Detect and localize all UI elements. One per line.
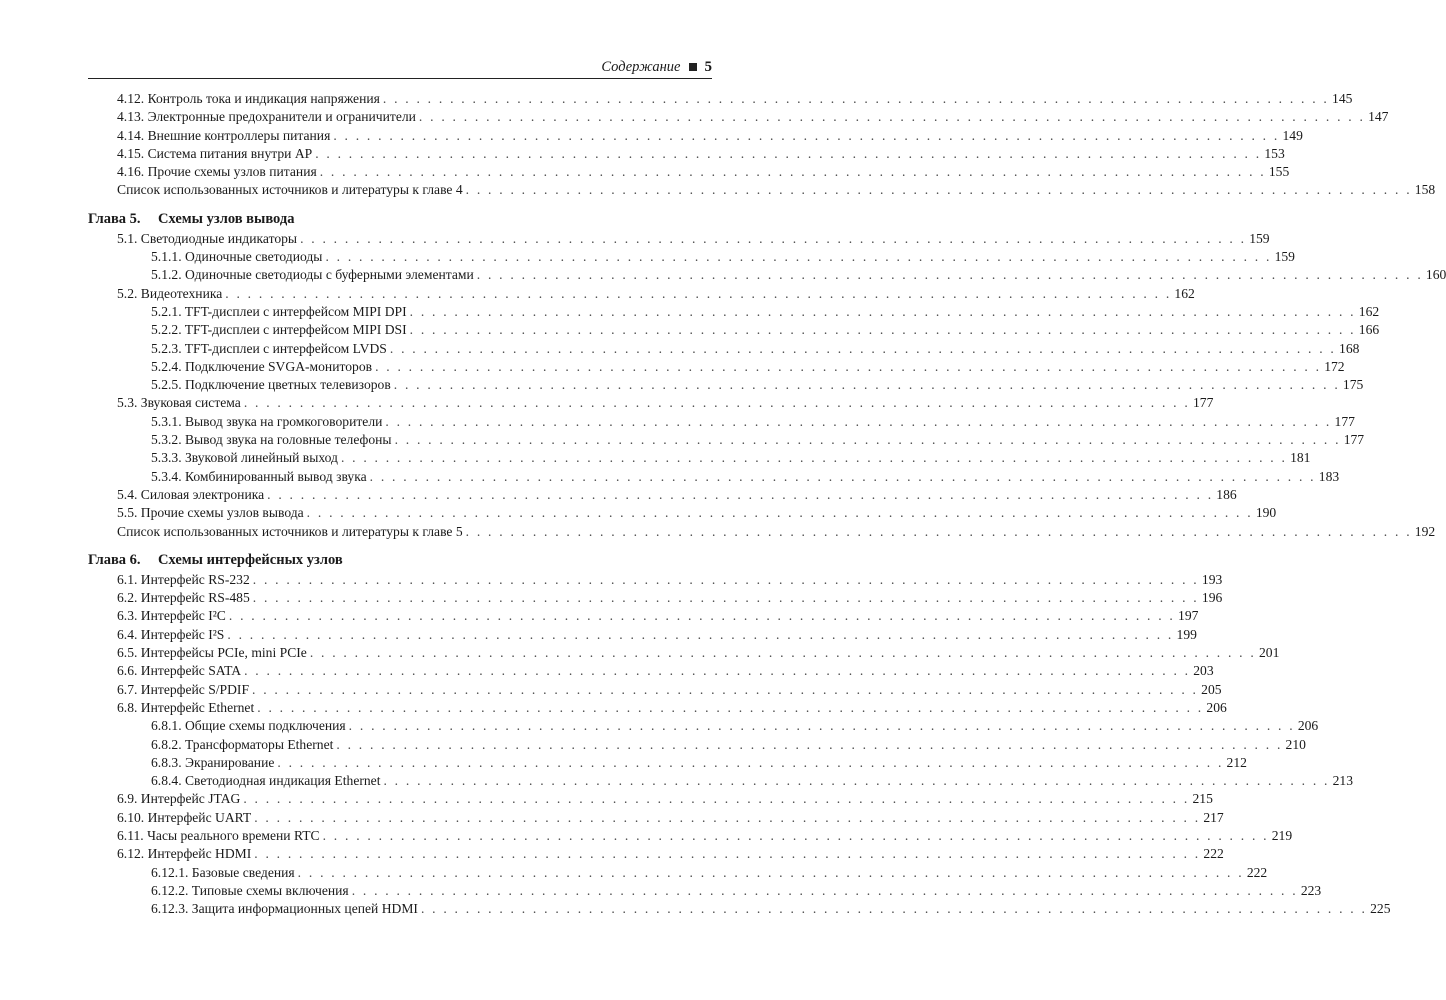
toc-page-number: 203	[1193, 663, 1214, 679]
toc-entry[interactable]	[88, 809, 1224, 827]
toc-page-number: 145	[1332, 91, 1353, 106]
toc-entry-title: 6.8. Интерфейс Ethernet	[117, 699, 255, 715]
toc-entry-title: 4.12. Контроль тока и индикация напряжения	[117, 91, 380, 106]
toc-entry[interactable]	[88, 431, 1365, 449]
toc-entry[interactable]	[88, 882, 1322, 900]
toc-entry-title: 5.3. Звуковая система	[117, 395, 241, 411]
toc-leader-dots: . . . . . . . . . . . . . . . . . . . . . . . . . . . . . . . . . . . . . . . . . . . . . . . . . . . . . . . . . . . . . . . . . . . . . . . . . . . . . . . . . . . . .	[319, 164, 1266, 180]
toc-entry[interactable]	[88, 285, 1195, 303]
toc-leader-dots: . . . . . . . . . . . . . . . . . . . . . . . . . . . . . . . . . . . . . . . . . . . . . . . . . . . . . . . . . . . . . . . . . . . . . . . . . . . . . . . . . . . . .	[267, 486, 1214, 502]
toc-entry[interactable]	[88, 449, 1311, 467]
toc-page-number: 162	[1174, 285, 1195, 301]
toc-entry[interactable]	[88, 571, 1223, 589]
toc-page-number: 197	[1178, 608, 1199, 624]
toc-entry[interactable]	[88, 662, 1214, 680]
toc-entry-title: 6.12.1. Базовые сведения	[151, 864, 295, 880]
toc-leader-dots: . . . . . . . . . . . . . . . . . . . . . . . . . . . . . . . . . . . . . . . . . . . . . . . . . . . . . . . . . . . . . . . . . . . . . . . . . . . . . . . . . . . . .	[254, 846, 1201, 862]
toc-leader-dots: . . . . . . . . . . . . . . . . . . . . . . . . . . . . . . . . . . . . . . . . . . . . . . . . . . . . . . . . . . . . . . . . . . . . . . . . . . . . . . . . . . . . .	[375, 358, 1322, 374]
toc-entry-title: 6.8.3. Экранирование	[151, 754, 275, 770]
toc-entry-title: 6.7. Интерфейс S/PDIF	[117, 681, 250, 697]
header-square-icon	[689, 63, 697, 71]
toc-page-number: 210	[1285, 736, 1306, 752]
toc-page-number: 177	[1343, 432, 1365, 448]
toc-page-number: 199	[1176, 626, 1197, 642]
toc-leader-dots: . . . . . . . . . . . . . . . . . . . . . . . . . . . . . . . . . . . . . . . . . . . . . . . . . . . . . . . . . . . . . . . . . . . . . . . . . . . . . . . . . . . . .	[383, 773, 1330, 789]
toc-entry-title: 6.4. Интерфейс I²S	[117, 626, 225, 642]
toc-entry[interactable]	[88, 340, 1360, 358]
toc-page-number: 160	[1425, 267, 1446, 283]
toc-entry[interactable]	[88, 358, 1345, 376]
toc-page-number: 149	[1282, 127, 1303, 143]
toc-entry-title: 6.8.4. Светодиодная индикация Ethernet	[151, 773, 381, 789]
toc-leader-dots: . . . . . . . . . . . . . . . . . . . . . . . . . . . . . . . . . . . . . . . . . . . . . . . . . . . . . . . . . . . . . . . . . . . . . . . . . . . . . . . . . . . . .	[382, 91, 1330, 106]
toc-entry[interactable]	[88, 754, 1247, 772]
toc-leader-dots: . . . . . . . . . . . . . . . . . . . . . . . . . . . . . . . . . . . . . . . . . . . . . . . . . . . . . . . . . . . . . . . . . . . . . . . . . . . . . . . . . . . . .	[306, 505, 1253, 521]
toc-page-number: 172	[1324, 358, 1345, 374]
toc-page-number: 212	[1226, 754, 1247, 770]
toc-leader-dots: . . . . . . . . . . . . . . . . . . . . . . . . . . . . . . . . . . . . . . . . . . . . . . . . . . . . . . . . . . . . . . . . . . . . . . . . . . . . . . . . . . . . .	[225, 285, 1172, 301]
toc-page-number: 177	[1334, 413, 1355, 429]
toc-entry[interactable]	[88, 321, 1380, 339]
toc-leader-dots: . . . . . . . . . . . . . . . . . . . . . . . . . . . . . . . . . . . . . . . . . . . . . . . . . . . . . . . . . . . . . . . . . . . . . . . . . . . . . . . . . . . . .	[336, 736, 1283, 752]
toc-leader-dots: . . . . . . . . . . . . . . . . . . . . . . . . . . . . . . . . . . . . . . . . . . . . . . . . . . . . . . . . . . . . . . . . . . . . . . . . . . . . . . . . . . . . .	[348, 718, 1295, 734]
toc-entry-title: 4.13. Электронные предохранители и ограничители	[117, 109, 416, 125]
toc-entry-title: 5.2.5. Подключение цветных телевизоров	[151, 377, 391, 393]
toc-entry[interactable]	[88, 772, 1354, 790]
toc-entry[interactable]	[88, 376, 1364, 394]
toc-entry[interactable]	[88, 486, 1237, 504]
toc-entry-title: 5.3.1. Вывод звука на громкоговорители	[151, 413, 383, 429]
toc-leader-dots: . . . . . . . . . . . . . . . . . . . . . . . . . . . . . . . . . . . . . . . . . . . . . . . . . . . . . . . . . . . . . . . . . . . . . . . . . . . . . . . . . . . . .	[315, 145, 1262, 161]
running-header	[88, 56, 712, 79]
toc-page-number: 153	[1264, 145, 1285, 161]
toc-page-number: 225	[1370, 901, 1391, 917]
toc-page-number: 223	[1300, 882, 1322, 898]
toc-leader-dots: . . . . . . . . . . . . . . . . . . . . . . . . . . . . . . . . . . . . . . . . . . . . . . . . . . . . . . . . . . . . . . . . . . . . . . . . . . . . . . . . . . . . .	[340, 450, 1288, 466]
toc-page-number: 155	[1268, 164, 1290, 180]
toc-entry-title: 5.5. Прочие схемы узлов вывода	[117, 505, 304, 521]
toc-entry[interactable]	[88, 163, 1290, 181]
toc-page-number: 158	[1414, 182, 1436, 198]
toc-leader-dots: . . . . . . . . . . . . . . . . . . . . . . . . . . . . . . . . . . . . . . . . . . . . . . . . . . . . . . . . . . . . . . . . . . . . . . . . . . . . . . . . . . . . .	[465, 523, 1412, 539]
toc-entry[interactable]	[88, 394, 1214, 412]
toc-leader-dots: . . . . . . . . . . . . . . . . . . . . . . . . . . . . . . . . . . . . . . . . . . . . . . . . . . . . . . . . . . . . . . . . . . . . . . . . . . . . . . . . . . . . .	[394, 432, 1341, 448]
toc-leader-dots: . . . . . . . . . . . . . . . . . . . . . . . . . . . . . . . . . . . . . . . . . . . . . . . . . . . . . . . . . . . . . . . . . . . . . . . . . . . . . . . . . . . . .	[309, 645, 1256, 661]
toc-page-number: 205	[1201, 681, 1222, 697]
toc-page-number: 219	[1271, 827, 1293, 843]
toc-entry[interactable]	[88, 266, 1446, 284]
toc-entry-title: 5.1. Светодиодные индикаторы	[117, 230, 298, 246]
toc-page-number: 193	[1201, 571, 1223, 587]
toc-entry-title: 5.2.1. TFT-дисплеи с интерфейсом MIPI DPI	[151, 303, 407, 319]
toc-entry[interactable]	[88, 303, 1380, 321]
toc-leader-dots: . . . . . . . . . . . . . . . . . . . . . . . . . . . . . . . . . . . . . . . . . . . . . . . . . . . . . . . . . . . . . . . . . . . . . . . . . . . . . . . . . . . . .	[252, 590, 1199, 606]
chapter-label: Глава 5.	[88, 210, 141, 227]
toc-entry[interactable]	[88, 90, 1353, 108]
toc-page-number: 183	[1318, 468, 1340, 484]
toc-leader-dots: . . . . . . . . . . . . . . . . . . . . . . . . . . . . . . . . . . . . . . . . . . . . . . . . . . . . . . . . . . . . . . . . . . . . . . . . . . . . . . . . . . . . .	[418, 109, 1366, 125]
chapter-title: Схемы узлов вывода	[158, 210, 295, 227]
toc-leader-dots: . . . . . . . . . . . . . . . . . . . . . . . . . . . . . . . . . . . . . . . . . . . . . . . . . . . . . . . . . . . . . . . . . . . . . . . . . . . . . . . . . . . . .	[254, 809, 1201, 825]
toc-entry-title: 6.12.2. Типовые схемы включения	[151, 882, 349, 898]
toc-entry[interactable]	[88, 523, 1436, 541]
toc-leader-dots: . . . . . . . . . . . . . . . . . . . . . . . . . . . . . . . . . . . . . . . . . . . . . . . . . . . . . . . . . . . . . . . . . . . . . . . . . . . . . . . . . . . . .	[227, 626, 1174, 642]
toc-page-number: 159	[1249, 230, 1270, 246]
toc-page-number: 206	[1206, 699, 1227, 715]
toc-entry-title: 6.1. Интерфейс RS-232	[117, 571, 250, 587]
toc-page-number: 177	[1192, 395, 1214, 411]
toc-entry[interactable]	[88, 864, 1268, 882]
toc-entry-title: 4.15. Система питания внутри AP	[117, 145, 313, 161]
toc-page-number: 217	[1203, 809, 1224, 825]
toc-entry-title: 6.10. Интерфейс UART	[117, 809, 252, 825]
toc-page-number: 215	[1192, 791, 1213, 807]
toc-entry-title: 6.8.1. Общие схемы подключения	[151, 718, 346, 734]
toc-entry[interactable]	[88, 790, 1213, 808]
toc-leader-dots: . . . . . . . . . . . . . . . . . . . . . . . . . . . . . . . . . . . . . . . . . . . . . . . . . . . . . . . . . . . . . . . . . . . . . . . . . . . . . . . . . . . . .	[409, 322, 1356, 338]
toc-page-number: 206	[1297, 718, 1319, 734]
toc-entry-title: 6.12.3. Защита информационных цепей HDMI	[151, 901, 418, 917]
toc-entry[interactable]	[88, 108, 1389, 126]
toc-entry[interactable]	[88, 504, 1277, 522]
toc-page-number: 222	[1203, 846, 1224, 862]
toc-entry[interactable]	[88, 127, 1303, 145]
toc-chapter-heading	[88, 549, 712, 571]
toc-leader-dots: . . . . . . . . . . . . . . . . . . . . . . . . . . . . . . . . . . . . . . . . . . . . . . . . . . . . . . . . . . . . . . . . . . . . . . . . . . . . . . . . . . . . .	[325, 249, 1272, 265]
toc-entry-title: 4.16. Прочие схемы узлов питания	[117, 164, 317, 180]
toc-leader-dots: . . . . . . . . . . . . . . . . . . . . . . . . . . . . . . . . . . . . . . . . . . . . . . . . . . . . . . . . . . . . . . . . . . . . . . . . . . . . . . . . . . . . .	[333, 127, 1280, 143]
toc-entry[interactable]	[88, 589, 1223, 607]
toc-entry-title: 5.1.1. Одиночные светодиоды	[151, 249, 323, 265]
toc-page-number: 147	[1368, 109, 1389, 125]
header-page-number: 5	[704, 58, 712, 75]
toc-entry[interactable]	[88, 248, 1295, 266]
toc-leader-dots: . . . . . . . . . . . . . . . . . . . . . . . . . . . . . . . . . . . . . . . . . . . . . . . . . . . . . . . . . . . . . . . . . . . . . . . . . . . . . . . . . . . . .	[476, 267, 1423, 283]
toc-entry-title: Список использованных источников и литературы к главе 4	[117, 182, 463, 198]
toc-page-number: 162	[1358, 303, 1380, 319]
toc-entry[interactable]	[88, 644, 1280, 662]
toc-entry-title: 5.4. Силовая электроника	[117, 486, 265, 502]
toc-entry[interactable]	[88, 181, 1436, 199]
toc-entry-title: 5.3.4. Комбинированный вывод звука	[151, 468, 367, 484]
toc-leader-dots: . . . . . . . . . . . . . . . . . . . . . . . . . . . . . . . . . . . . . . . . . . . . . . . . . . . . . . . . . . . . . . . . . . . . . . . . . . . . . . . . . . . . .	[385, 413, 1332, 429]
toc-page-number: 213	[1332, 773, 1354, 789]
toc-entry-title: 6.9. Интерфейс JTAG	[117, 791, 241, 807]
toc-entry[interactable]	[88, 681, 1222, 699]
toc-entry-title: 4.14. Внешние контроллеры питания	[117, 127, 331, 143]
toc-leader-dots: . . . . . . . . . . . . . . . . . . . . . . . . . . . . . . . . . . . . . . . . . . . . . . . . . . . . . . . . . . . . . . . . . . . . . . . . . . . . . . . . . . . . .	[351, 882, 1298, 898]
toc-leader-dots: . . . . . . . . . . . . . . . . . . . . . . . . . . . . . . . . . . . . . . . . . . . . . . . . . . . . . . . . . . . . . . . . . . . . . . . . . . . . . . . . . . . . .	[420, 901, 1368, 917]
toc-entry-title: 5.2.2. TFT-дисплеи с интерфейсом MIPI DSI	[151, 322, 407, 338]
toc-leader-dots: . . . . . . . . . . . . . . . . . . . . . . . . . . . . . . . . . . . . . . . . . . . . . . . . . . . . . . . . . . . . . . . . . . . . . . . . . . . . . . . . . . . . .	[244, 663, 1191, 679]
toc-entry[interactable]	[88, 230, 1270, 248]
toc-leader-dots: . . . . . . . . . . . . . . . . . . . . . . . . . . . . . . . . . . . . . . . . . . . . . . . . . . . . . . . . . . . . . . . . . . . . . . . . . . . . . . . . . . . . .	[252, 571, 1199, 587]
toc-page-number: 190	[1255, 505, 1277, 521]
toc-entry[interactable]	[88, 626, 1197, 644]
toc-leader-dots: . . . . . . . . . . . . . . . . . . . . . . . . . . . . . . . . . . . . . . . . . . . . . . . . . . . . . . . . . . . . . . . . . . . . . . . . . . . . . . . . . . . . .	[243, 395, 1190, 411]
toc-entry[interactable]	[88, 413, 1355, 431]
toc-entry-title: 5.3.3. Звуковой линейный выход	[151, 450, 338, 466]
toc-page-number: 196	[1201, 590, 1223, 606]
toc-leader-dots: . . . . . . . . . . . . . . . . . . . . . . . . . . . . . . . . . . . . . . . . . . . . . . . . . . . . . . . . . . . . . . . . . . . . . . . . . . . . . . . . . . . . .	[369, 468, 1316, 484]
toc-entry-title: 6.6. Интерфейс SATA	[117, 663, 242, 679]
toc-entry-title: 5.1.2. Одиночные светодиоды с буферными элементами	[151, 267, 474, 283]
toc-entry-title: 6.3. Интерфейс I²C	[117, 608, 226, 624]
toc-entry-title: 6.8.2. Трансформаторы Ethernet	[151, 736, 334, 752]
toc-entry-title: 6.5. Интерфейсы PCIe, mini PCIe	[117, 645, 307, 661]
toc-page-number: 159	[1274, 249, 1295, 265]
toc-leader-dots: . . . . . . . . . . . . . . . . . . . . . . . . . . . . . . . . . . . . . . . . . . . . . . . . . . . . . . . . . . . . . . . . . . . . . . . . . . . . . . . . . . . . .	[252, 681, 1199, 697]
toc-entry-title: 6.12. Интерфейс HDMI	[117, 846, 252, 862]
toc-entry-title: 5.2. Видеотехника	[117, 285, 223, 301]
toc-entry[interactable]	[88, 717, 1319, 735]
toc-leader-dots: . . . . . . . . . . . . . . . . . . . . . . . . . . . . . . . . . . . . . . . . . . . . . . . . . . . . . . . . . . . . . . . . . . . . . . . . . . . . . . . . . . . . .	[389, 340, 1337, 356]
chapter-label: Глава 6.	[88, 551, 141, 568]
toc-page-number: 201	[1258, 645, 1280, 661]
toc-entry-title: 6.2. Интерфейс RS-485	[117, 590, 250, 606]
toc-leader-dots: . . . . . . . . . . . . . . . . . . . . . . . . . . . . . . . . . . . . . . . . . . . . . . . . . . . . . . . . . . . . . . . . . . . . . . . . . . . . . . . . . . . . .	[228, 608, 1176, 624]
toc-leader-dots: . . . . . . . . . . . . . . . . . . . . . . . . . . . . . . . . . . . . . . . . . . . . . . . . . . . . . . . . . . . . . . . . . . . . . . . . . . . . . . . . . . . . .	[393, 377, 1340, 393]
toc-page-number: 181	[1290, 450, 1311, 466]
toc-entry-title: 5.2.3. TFT-дисплеи с интерфейсом LVDS	[151, 340, 387, 356]
toc-entry[interactable]	[88, 699, 1227, 717]
toc-page-number: 192	[1414, 523, 1436, 539]
toc-entry-title: 6.11. Часы реального времени RTC	[117, 827, 320, 843]
toc-entry[interactable]	[88, 827, 1293, 845]
toc-chapter-heading	[88, 208, 712, 230]
toc-page-number: 175	[1342, 377, 1364, 393]
toc-page-number: 166	[1358, 322, 1380, 338]
toc-leader-dots: . . . . . . . . . . . . . . . . . . . . . . . . . . . . . . . . . . . . . . . . . . . . . . . . . . . . . . . . . . . . . . . . . . . . . . . . . . . . . . . . . . . . .	[300, 230, 1247, 246]
toc-leader-dots: . . . . . . . . . . . . . . . . . . . . . . . . . . . . . . . . . . . . . . . . . . . . . . . . . . . . . . . . . . . . . . . . . . . . . . . . . . . . . . . . . . . . .	[257, 699, 1204, 715]
toc-entry[interactable]	[88, 468, 1340, 486]
toc-leader-dots: . . . . . . . . . . . . . . . . . . . . . . . . . . . . . . . . . . . . . . . . . . . . . . . . . . . . . . . . . . . . . . . . . . . . . . . . . . . . . . . . . . . . .	[297, 864, 1244, 880]
toc-page-number: 186	[1216, 486, 1237, 502]
chapter-title: Схемы интерфейсных узлов	[158, 551, 343, 568]
toc-entry-title: 5.2.4. Подключение SVGA-мониторов	[151, 358, 373, 374]
toc-entry[interactable]	[88, 145, 1285, 163]
toc-leader-dots: . . . . . . . . . . . . . . . . . . . . . . . . . . . . . . . . . . . . . . . . . . . . . . . . . . . . . . . . . . . . . . . . . . . . . . . . . . . . . . . . . . . . .	[409, 303, 1356, 319]
table-of-contents	[88, 90, 1446, 918]
toc-entry[interactable]	[88, 900, 1391, 918]
toc-leader-dots: . . . . . . . . . . . . . . . . . . . . . . . . . . . . . . . . . . . . . . . . . . . . . . . . . . . . . . . . . . . . . . . . . . . . . . . . . . . . . . . . . . . . .	[322, 827, 1269, 843]
toc-leader-dots: . . . . . . . . . . . . . . . . . . . . . . . . . . . . . . . . . . . . . . . . . . . . . . . . . . . . . . . . . . . . . . . . . . . . . . . . . . . . . . . . . . . . .	[243, 791, 1190, 807]
toc-page-number: 168	[1339, 340, 1360, 356]
toc-entry[interactable]	[88, 607, 1199, 625]
toc-entry[interactable]	[88, 736, 1306, 754]
toc-leader-dots: . . . . . . . . . . . . . . . . . . . . . . . . . . . . . . . . . . . . . . . . . . . . . . . . . . . . . . . . . . . . . . . . . . . . . . . . . . . . . . . . . . . . .	[277, 754, 1224, 770]
toc-leader-dots: . . . . . . . . . . . . . . . . . . . . . . . . . . . . . . . . . . . . . . . . . . . . . . . . . . . . . . . . . . . . . . . . . . . . . . . . . . . . . . . . . . . . .	[465, 182, 1412, 198]
toc-entry[interactable]	[88, 845, 1224, 863]
toc-entry-title: 5.3.2. Вывод звука на головные телефоны	[151, 432, 392, 448]
toc-entry-title: Список использованных источников и литературы к главе 5	[117, 523, 463, 539]
toc-page-number: 222	[1246, 864, 1268, 880]
header-section-title: Содержание	[601, 58, 681, 75]
